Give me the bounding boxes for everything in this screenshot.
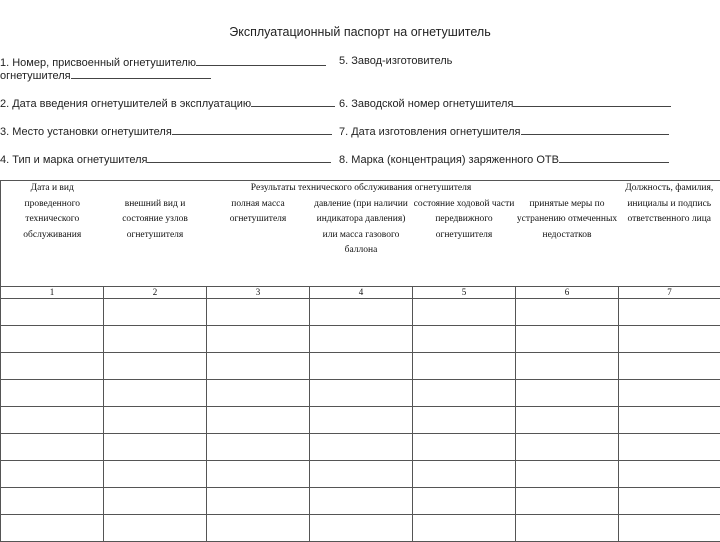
table-cell[interactable] xyxy=(104,434,207,461)
field-3-location xyxy=(0,124,332,139)
table-cell[interactable] xyxy=(104,488,207,515)
field-8-input-line[interactable] xyxy=(559,152,669,163)
group-header: Результаты технического обслуживания огнетушителя xyxy=(104,181,619,197)
table-cell[interactable] xyxy=(516,326,619,353)
table-row xyxy=(1,380,720,407)
table-row xyxy=(1,461,720,488)
field-1-continuation xyxy=(0,68,211,83)
table-cell[interactable] xyxy=(516,407,619,434)
table-cell[interactable] xyxy=(516,461,619,488)
field-1-label: 1. Номер, присвоенный огнетушителю xyxy=(0,57,196,69)
field-2-input-line[interactable] xyxy=(251,96,335,107)
table-cell[interactable] xyxy=(413,326,516,353)
table-cell[interactable] xyxy=(1,434,104,461)
col7-header: Должность, фамилия, инициалы и подпись ответственного лица xyxy=(619,181,720,287)
table-cell[interactable] xyxy=(413,380,516,407)
table-cell[interactable] xyxy=(104,299,207,326)
field-6-input-line[interactable] xyxy=(513,96,671,107)
table-cell[interactable] xyxy=(104,515,207,542)
table-cell[interactable] xyxy=(619,407,720,434)
col1-header: Дата и вид проведенного технического обслуживания xyxy=(1,181,104,287)
page-title: Эксплуатационный паспорт на огнетушитель xyxy=(0,25,720,39)
table-cell[interactable] xyxy=(207,488,310,515)
table-cell[interactable] xyxy=(310,326,413,353)
field-6-label: 6. Заводской номер огнетушителя xyxy=(339,98,513,110)
table-cell[interactable] xyxy=(413,434,516,461)
field-1-input-line[interactable] xyxy=(196,55,326,66)
field-1-cont-label: огнетушителя xyxy=(0,70,71,82)
field-1-cont-line[interactable] xyxy=(71,68,211,79)
field-6-serial xyxy=(339,96,671,111)
table-cell[interactable] xyxy=(413,299,516,326)
table-cell[interactable] xyxy=(413,488,516,515)
table-row xyxy=(1,353,720,380)
field-4-input-line[interactable] xyxy=(147,152,331,163)
table-cell[interactable] xyxy=(1,326,104,353)
col-number: 5 xyxy=(413,287,516,299)
table-cell[interactable] xyxy=(1,515,104,542)
maintenance-table xyxy=(0,180,720,542)
col4-header: давление (при наличии индикатора давления) или масса газового баллона xyxy=(310,197,413,287)
table-cell[interactable] xyxy=(619,434,720,461)
table-cell[interactable] xyxy=(1,407,104,434)
table-cell[interactable] xyxy=(619,515,720,542)
table-cell[interactable] xyxy=(310,434,413,461)
field-7-input-line[interactable] xyxy=(521,124,669,135)
table-row xyxy=(1,407,720,434)
table-row xyxy=(1,299,720,326)
table-cell[interactable] xyxy=(310,407,413,434)
table-cell[interactable] xyxy=(207,326,310,353)
table-row xyxy=(1,326,720,353)
table-row xyxy=(1,434,720,461)
field-2-date-commission xyxy=(0,96,335,111)
table-cell[interactable] xyxy=(310,515,413,542)
table-cell[interactable] xyxy=(310,380,413,407)
field-5-manufacturer xyxy=(339,55,452,68)
col-number: 6 xyxy=(516,287,619,299)
table-cell[interactable] xyxy=(1,380,104,407)
field-3-label: 3. Место установки огнетушителя xyxy=(0,126,172,138)
table-cell[interactable] xyxy=(207,380,310,407)
table-cell[interactable] xyxy=(413,353,516,380)
table-cell[interactable] xyxy=(516,299,619,326)
field-3-input-line[interactable] xyxy=(172,124,332,135)
table-cell[interactable] xyxy=(310,353,413,380)
table-cell[interactable] xyxy=(104,407,207,434)
table-cell[interactable] xyxy=(310,488,413,515)
table-cell[interactable] xyxy=(104,326,207,353)
column-number-row xyxy=(1,287,720,299)
table-cell[interactable] xyxy=(413,407,516,434)
col3-header: полная масса огнетушителя xyxy=(207,197,310,287)
col-number: 1 xyxy=(1,287,104,299)
table-cell[interactable] xyxy=(516,380,619,407)
table-cell[interactable] xyxy=(104,380,207,407)
table-cell[interactable] xyxy=(310,461,413,488)
table-cell[interactable] xyxy=(619,461,720,488)
field-4-type xyxy=(0,152,331,167)
field-2-label: 2. Дата введения огнетушителей в эксплуатацию xyxy=(0,98,251,110)
table-header-row xyxy=(1,181,720,197)
table-cell[interactable] xyxy=(207,434,310,461)
table-cell[interactable] xyxy=(516,353,619,380)
table-cell[interactable] xyxy=(619,326,720,353)
table-cell[interactable] xyxy=(207,299,310,326)
col-number: 2 xyxy=(104,287,207,299)
table-cell[interactable] xyxy=(619,380,720,407)
col5-header: состояние ходовой части передвижного огнетушителя xyxy=(413,197,516,287)
col6-header: принятые меры по устранению отмеченных недостатков xyxy=(516,197,619,287)
table-cell[interactable] xyxy=(516,434,619,461)
table-cell[interactable] xyxy=(619,299,720,326)
field-4-label: 4. Тип и марка огнетушителя xyxy=(0,154,147,166)
table-cell[interactable] xyxy=(104,461,207,488)
col-number: 3 xyxy=(207,287,310,299)
table-cell[interactable] xyxy=(516,488,619,515)
table-cell[interactable] xyxy=(413,461,516,488)
table-cell[interactable] xyxy=(413,515,516,542)
table-row xyxy=(1,488,720,515)
table-cell[interactable] xyxy=(619,488,720,515)
field-7-manufacture-date xyxy=(339,124,669,139)
field-8-label: 8. Марка (концентрация) заряженного ОТВ xyxy=(339,154,559,166)
table-cell[interactable] xyxy=(207,353,310,380)
table-row xyxy=(1,515,720,542)
table-cell[interactable] xyxy=(1,353,104,380)
table-cell[interactable] xyxy=(619,353,720,380)
table-cell[interactable] xyxy=(310,299,413,326)
table-cell[interactable] xyxy=(1,461,104,488)
table-cell[interactable] xyxy=(207,407,310,434)
table-cell[interactable] xyxy=(104,353,207,380)
table-subheader-row xyxy=(1,197,720,287)
col-number: 4 xyxy=(310,287,413,299)
table-cell[interactable] xyxy=(516,515,619,542)
table-cell[interactable] xyxy=(207,461,310,488)
table-cell[interactable] xyxy=(1,488,104,515)
field-7-label: 7. Дата изготовления огнетушителя xyxy=(339,126,521,138)
table-cell[interactable] xyxy=(1,299,104,326)
col2-header: внешний вид и состояние узлов огнетушителя xyxy=(104,197,207,287)
field-5-label: 5. Завод-изготовитель xyxy=(339,55,452,67)
col-number: 7 xyxy=(619,287,720,299)
table-cell[interactable] xyxy=(207,515,310,542)
field-8-agent xyxy=(339,152,669,167)
